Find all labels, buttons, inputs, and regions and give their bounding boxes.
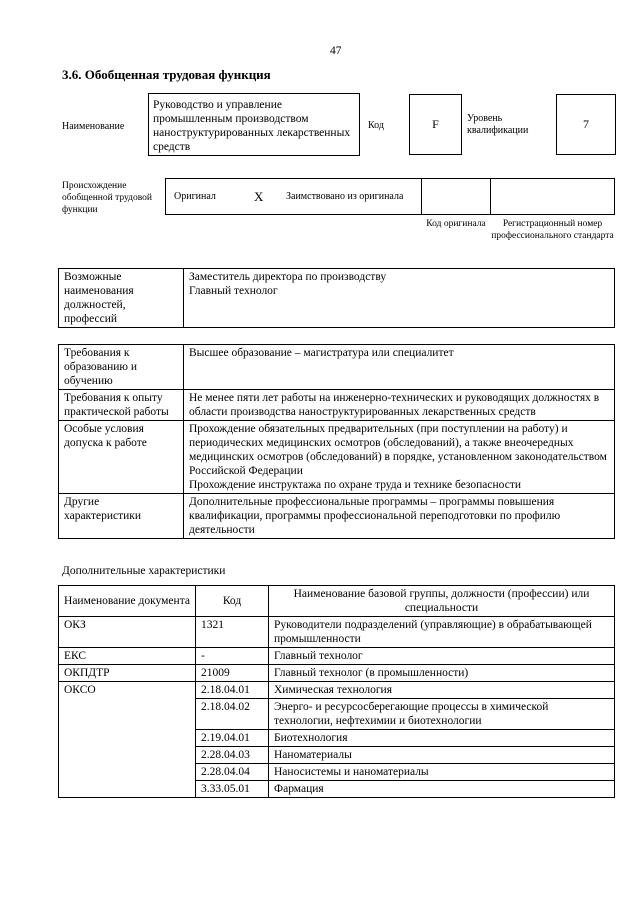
position-item: Главный технолог bbox=[189, 285, 278, 297]
level-label: Уровень квалификации bbox=[467, 113, 529, 136]
req-value-cell bbox=[184, 421, 615, 494]
origin-mark: X bbox=[254, 189, 264, 204]
page-number: 47 bbox=[330, 45, 342, 57]
row-name: Наносистемы и наноматериалы bbox=[269, 764, 615, 781]
level-box bbox=[556, 94, 616, 155]
req-row bbox=[59, 345, 615, 390]
req-label: Требования к опыту практической работы bbox=[59, 390, 184, 421]
req-value: Не менее пяти лет работы на инженерно-технических и руководящих должностях в области производства наноструктурированных лекарственных средств bbox=[184, 390, 615, 421]
req-value-2: Прохождение инструктажа по охране труда и технике безопасности bbox=[189, 479, 521, 491]
row-code: 2.28.04.03 bbox=[196, 747, 269, 764]
table-row bbox=[59, 617, 615, 648]
code-label: Код bbox=[368, 120, 384, 131]
name-value-box bbox=[148, 93, 360, 156]
positions-table bbox=[58, 268, 615, 328]
position-item: Заместитель директора по производству bbox=[189, 271, 387, 283]
row-doc: ОКЗ bbox=[59, 617, 196, 648]
req-label: Другие характеристики bbox=[59, 494, 184, 539]
req-label: Особые условия допуска к работе bbox=[59, 421, 184, 494]
code-value: F bbox=[432, 117, 439, 131]
origin-borrowed: Заимствовано из оригинала bbox=[286, 191, 404, 202]
req-row bbox=[59, 494, 615, 539]
req-value: Высшее образование – магистратура или специалитет bbox=[184, 345, 615, 390]
row-name: Главный технолог (в промышленности) bbox=[269, 665, 615, 682]
positions-values bbox=[184, 269, 615, 328]
table-row bbox=[59, 648, 615, 665]
origin-code-caption: Код оригинала bbox=[426, 219, 486, 229]
origin-label: Происхождение обобщенной трудовой функции bbox=[62, 181, 152, 215]
code-box bbox=[409, 94, 462, 155]
row-name: Главный технолог bbox=[269, 648, 615, 665]
additional-header-row bbox=[59, 586, 615, 617]
row-code: 2.19.04.01 bbox=[196, 730, 269, 747]
positions-label: Возможные наименования должностей, профессий bbox=[59, 269, 184, 328]
row-doc: ЕКС bbox=[59, 648, 196, 665]
name-label: Наименование bbox=[62, 121, 125, 132]
req-value: Прохождение обязательных предварительных (при поступлении на работу) и периодических медицинских осмотров (обследований), а также внеочередных медицинских осмотров (обследований) в порядке, установленном законодательством Российской Федерации bbox=[189, 423, 607, 477]
req-row bbox=[59, 390, 615, 421]
row-name: Биотехнология bbox=[269, 730, 615, 747]
positions-row bbox=[59, 269, 615, 328]
row-code: 21009 bbox=[196, 665, 269, 682]
origin-reg-caption: Регистрационный номер профессионального стандарта bbox=[491, 219, 614, 241]
header-code: Код bbox=[196, 586, 269, 617]
origin-divider-2 bbox=[490, 178, 491, 215]
row-name: Наноматериалы bbox=[269, 747, 615, 764]
additional-title: Дополнительные характеристики bbox=[62, 565, 226, 577]
row-code: 3.33.05.01 bbox=[196, 781, 269, 798]
origin-original: Оригинал bbox=[174, 191, 216, 202]
row-name: Фармация bbox=[269, 781, 615, 798]
row-code: 2.18.04.01 bbox=[196, 682, 269, 699]
req-value: Дополнительные профессиональные программы – программы повышения квалификации, программы профессиональной переподготовки по профилю деятельности bbox=[184, 494, 615, 539]
row-code: 2.28.04.04 bbox=[196, 764, 269, 781]
row-name: Химическая технология bbox=[269, 682, 615, 699]
level-value: 7 bbox=[583, 117, 589, 131]
row-name: Руководители подразделений (управляющие) в обрабатывающей промышленности bbox=[269, 617, 615, 648]
row-code: 1321 bbox=[196, 617, 269, 648]
row-code: - bbox=[196, 648, 269, 665]
row-name: Энерго- и ресурсосберегающие процессы в химической технологии, нефтехимии и биотехнологии bbox=[269, 699, 615, 730]
header-name: Наименование базовой группы, должности (профессии) или специальности bbox=[269, 586, 615, 617]
header-doc: Наименование документа bbox=[59, 586, 196, 617]
additional-table bbox=[58, 585, 615, 798]
req-label: Требования к образованию и обучению bbox=[59, 345, 184, 390]
row-doc: ОКСО bbox=[59, 682, 196, 798]
section-title: 3.6. Обобщенная трудовая функция bbox=[62, 67, 271, 82]
row-doc: ОКПДТР bbox=[59, 665, 196, 682]
row-code: 2.18.04.02 bbox=[196, 699, 269, 730]
req-row bbox=[59, 421, 615, 494]
requirements-table bbox=[58, 344, 615, 539]
origin-divider-1 bbox=[421, 178, 422, 215]
name-value: Руководство и управление промышленным производством наноструктурированных лекарственных средств bbox=[153, 99, 351, 153]
table-row bbox=[59, 665, 615, 682]
table-row bbox=[59, 682, 615, 699]
